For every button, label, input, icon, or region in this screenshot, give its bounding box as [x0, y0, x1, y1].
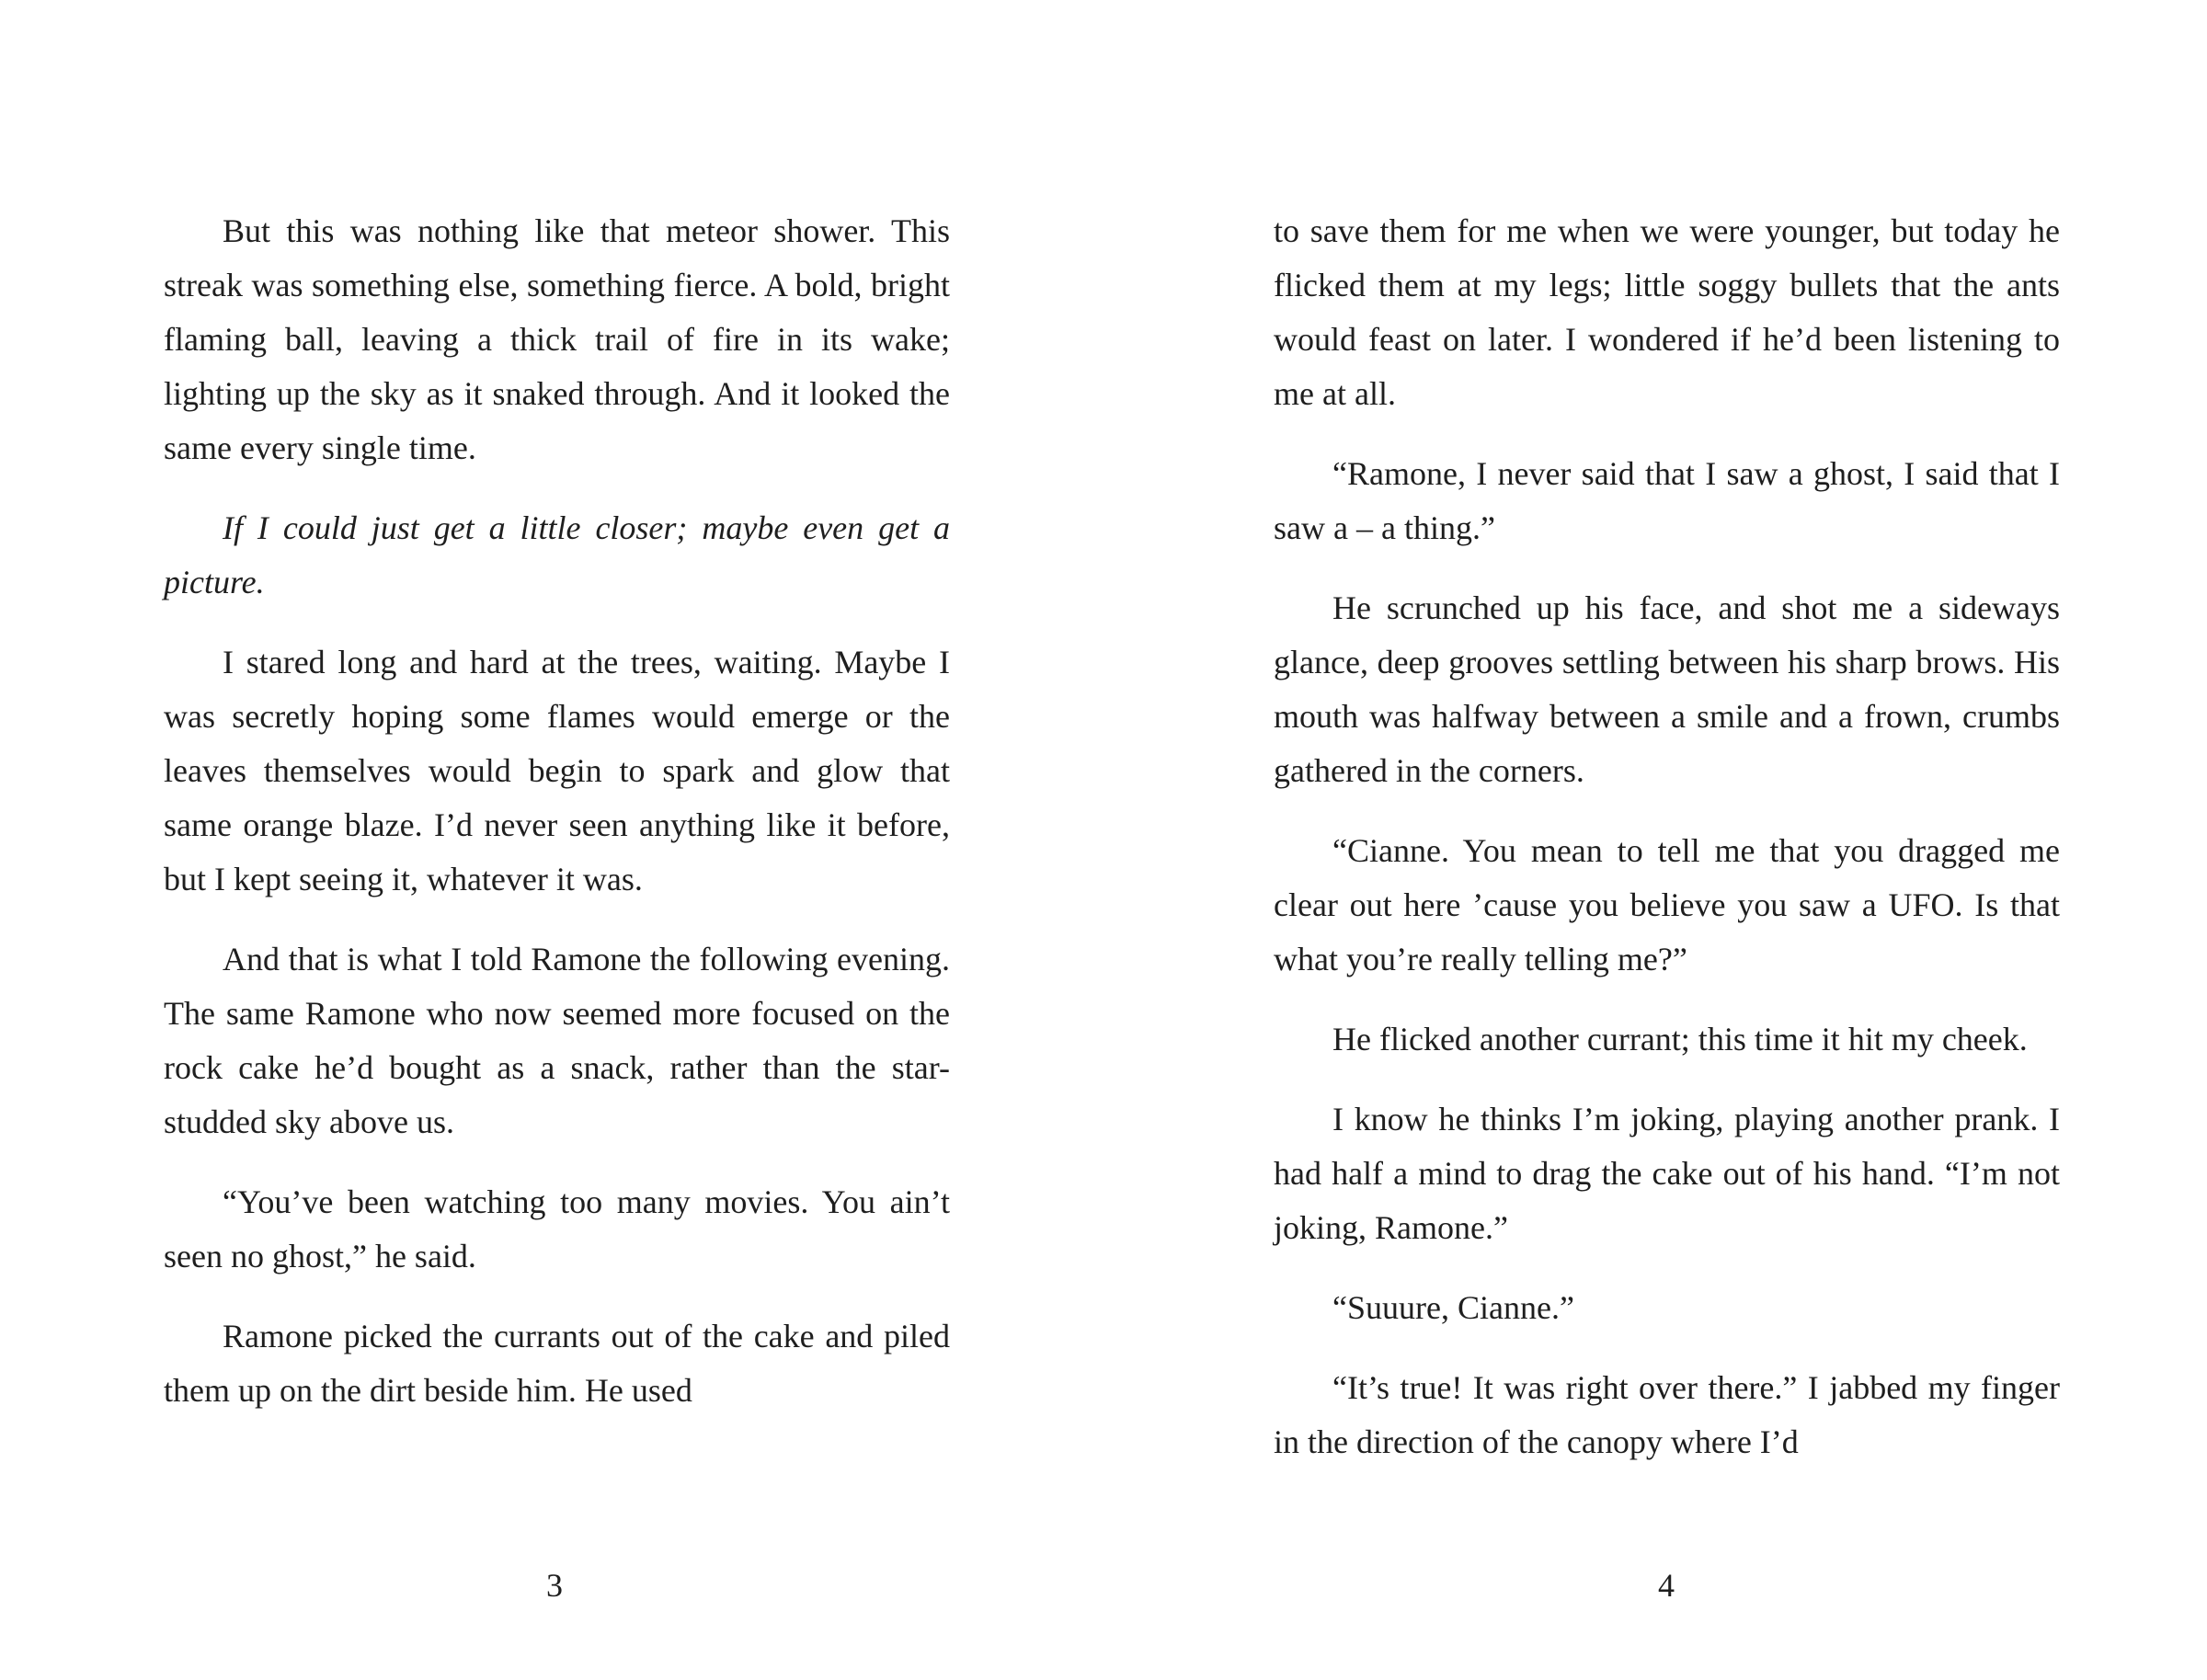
paragraph: He flicked another currant; this time it hit my cheek. — [1332, 1021, 2028, 1057]
paragraph: Ramone picked the currants out of the cake and piled them up on the dirt beside him. He used — [164, 1318, 950, 1409]
paragraph: “Suuure, Cianne.” — [1332, 1289, 1574, 1326]
paragraph: “Cianne. You mean to tell me that you dragged me clear out here ’cause you believe you saw a UFO. Is that what you’re really telling me?” — [1274, 832, 2060, 977]
right-page — [1274, 204, 2060, 1495]
paragraph: And that is what I told Ramone the following evening. The same Ramone who now seemed more focused on the rock cake he’d bought as a snack, rather than the star-studded sky above us. — [164, 941, 950, 1140]
paragraph: I know he thinks I’m joking, playing another prank. I had half a mind to drag the cake out of his hand. “I’m not joking, Ramone.” — [1274, 1101, 2060, 1246]
italic-thought-paragraph: If I could just get a little closer; maybe even get a picture. — [164, 509, 950, 600]
left-page — [164, 204, 950, 1444]
page-number-left: 3 — [546, 1567, 563, 1604]
paragraph: He scrunched up his face, and shot me a sideways glance, deep grooves settling between his sharp brows. His mouth was halfway between a smile and a frown, crumbs gathered in the corners. — [1274, 589, 2060, 789]
page-number-right: 4 — [1658, 1567, 1675, 1604]
paragraph: “You’ve been watching too many movies. You ain’t seen no ghost,” he said. — [164, 1183, 950, 1274]
paragraph: I stared long and hard at the trees, waiting. Maybe I was secretly hoping some flames would emerge or the leaves themselves would begin to spark and glow that same orange blaze. I’d never seen anything like it before, but I kept seeing it, whatever it was. — [164, 644, 950, 897]
paragraph: “Ramone, I never said that I saw a ghost, I said that I saw a – a thing.” — [1274, 455, 2060, 546]
paragraph: But this was nothing like that meteor shower. This streak was something else, something fierce. A bold, bright flaming ball, leaving a thick trail of fire in its wake; lighting up the sky as it snaked through. And it looked the same every single time. — [164, 212, 950, 466]
paragraph: “It’s true! It was right over there.” I jabbed my finger in the direction of the canopy where I’d — [1274, 1369, 2060, 1460]
continued-paragraph: to save them for me when we were younger, but today he flicked them at my legs; little soggy bullets that the ants would feast on later. I wondered if he’d been listening to me at all. — [1274, 212, 2060, 412]
